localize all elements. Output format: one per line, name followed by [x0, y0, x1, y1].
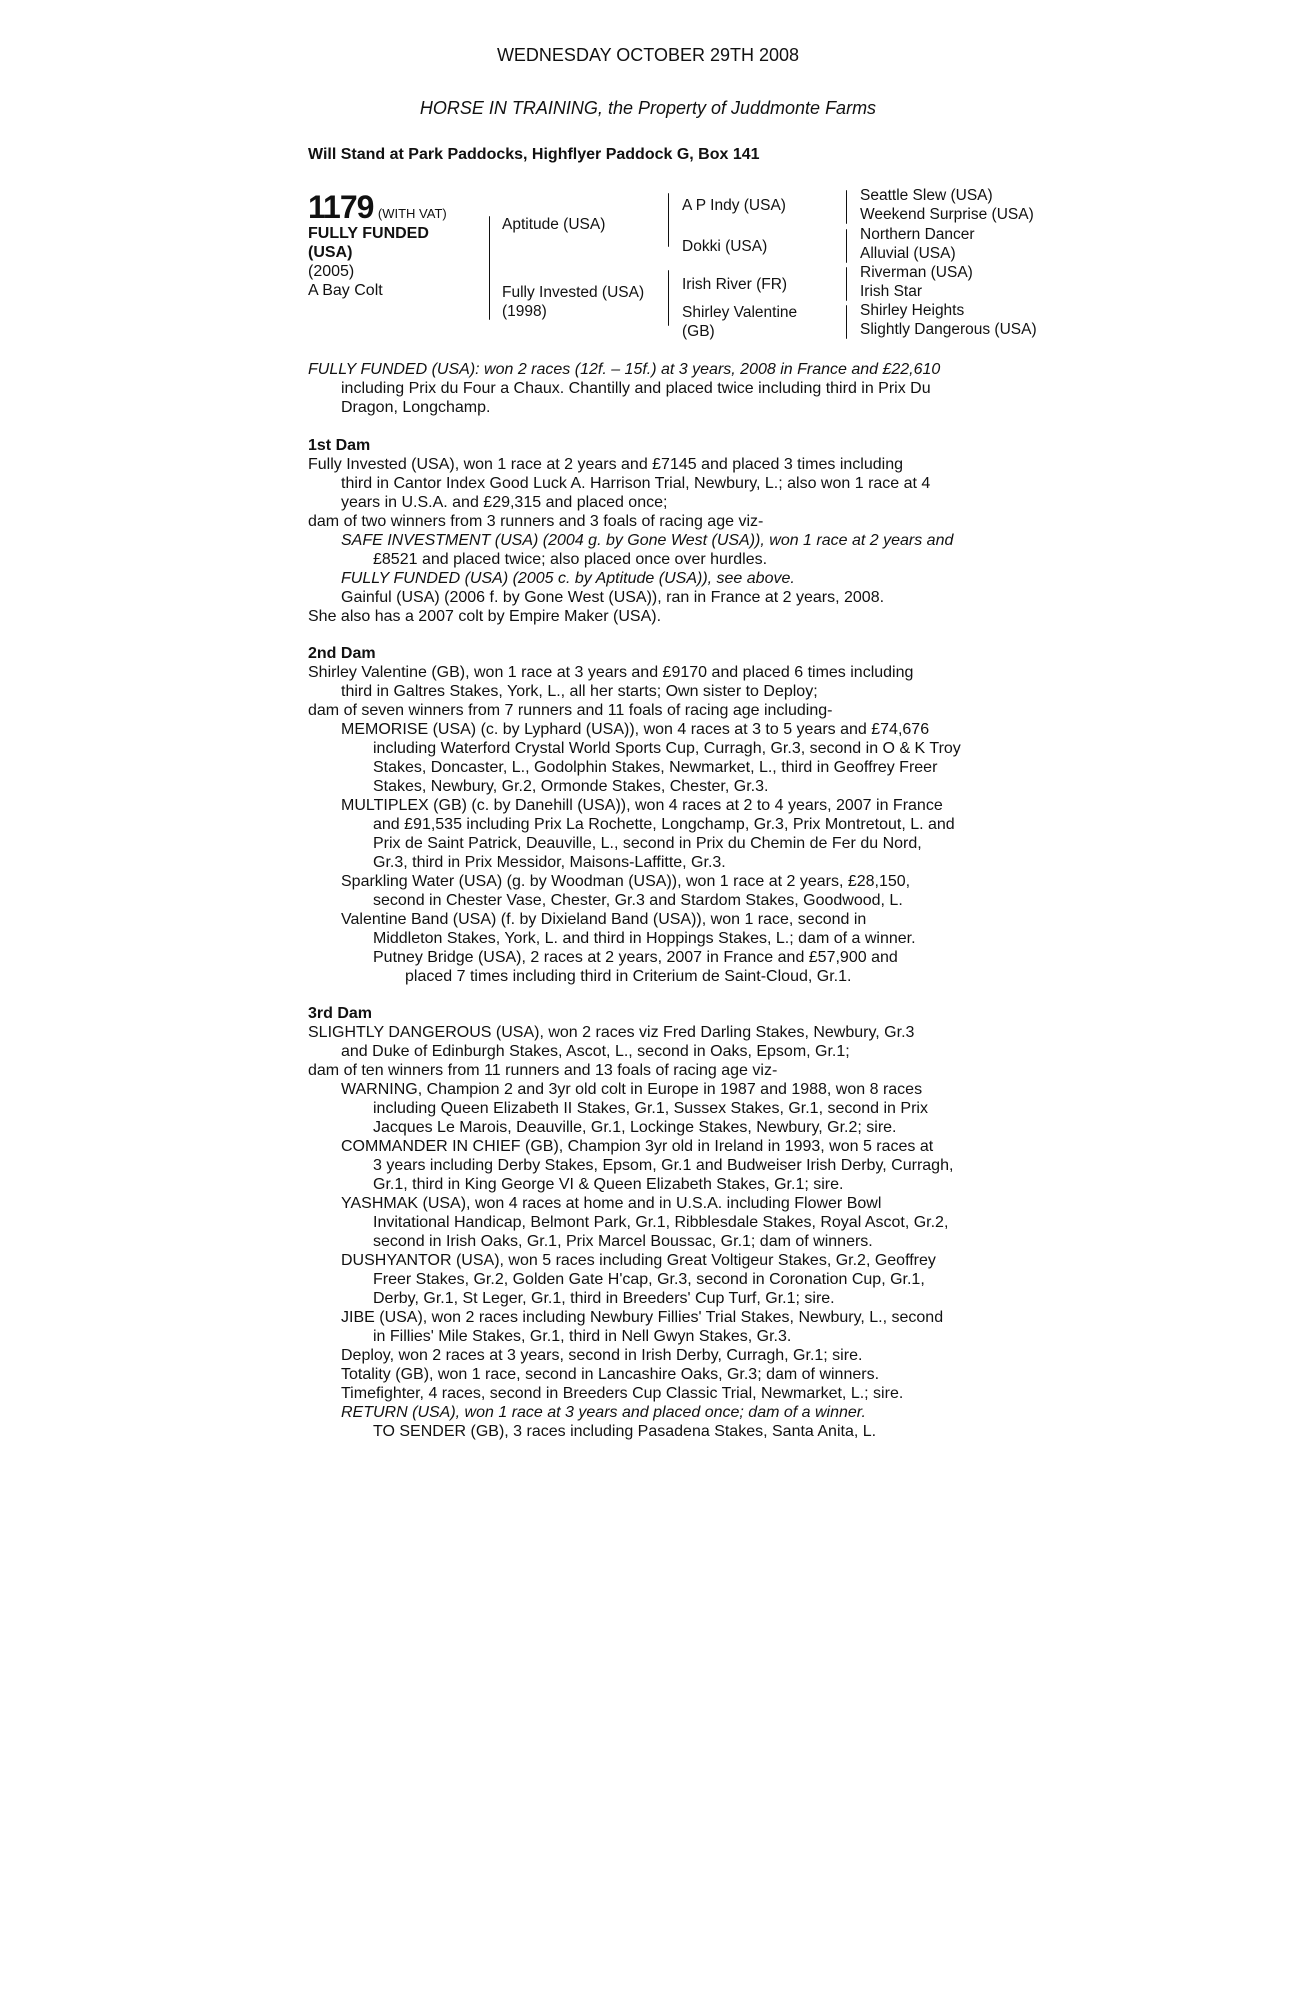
dam-line: MULTIPLEX (GB) (c. by Danehill (USA)), won 4 races at 2 to 4 years, 2007 in France	[341, 797, 943, 814]
dam-line: Freer Stakes, Gr.2, Golden Gate H'cap, Gr.3, second in Coronation Cup, Gr.1,	[373, 1271, 925, 1288]
horse-country: (USA)	[308, 244, 353, 261]
dam-line: third in Cantor Index Good Luck A. Harrison Trial, Newbury, L.; also won 1 race at 4	[341, 475, 931, 492]
foaling-year: (2005)	[308, 263, 355, 280]
section-heading: 1st Dam	[308, 437, 371, 454]
dam-line: including Queen Elizabeth II Stakes, Gr.1, Sussex Stakes, Gr.1, second in Prix	[373, 1100, 928, 1117]
pedigree-g1: Seattle Slew (USA)	[860, 187, 993, 204]
dam-line: SAFE INVESTMENT (USA) (2004 g. by Gone West (USA)), won 1 race at 2 years and	[341, 532, 954, 549]
dam-line: Deploy, won 2 races at 3 years, second in Irish Derby, Curragh, Gr.1; sire.	[341, 1347, 863, 1364]
pedigree-brace	[489, 216, 490, 320]
dam-line: MEMORISE (USA) (c. by Lyphard (USA)), won 4 races at 3 to 5 years and £74,676	[341, 721, 930, 738]
pedigree-g4: Alluvial (USA)	[860, 245, 956, 262]
pedigree-dam-dam: Shirley Valentine	[682, 304, 798, 321]
lot-number: 1179	[308, 189, 374, 225]
section-heading: 3rd Dam	[308, 1005, 373, 1022]
pedigree-brace	[846, 190, 847, 224]
dam-line: Timefighter, 4 races, second in Breeders Cup Classic Trial, Newmarket, L.; sire.	[341, 1385, 904, 1402]
dam-line: Sparkling Water (USA) (g. by Woodman (USA)), won 1 race at 2 years, £28,150,	[341, 873, 911, 890]
pedigree-sire-sire: A P Indy (USA)	[682, 197, 786, 214]
pedigree-g6: Irish Star	[860, 283, 923, 300]
pedigree-brace	[668, 193, 669, 247]
vat-note: (WITH VAT)	[377, 206, 447, 221]
dam-line: third in Galtres Stakes, York, L., all her starts; Own sister to Deploy;	[341, 683, 818, 700]
dam-line: Valentine Band (USA) (f. by Dixieland Band (USA)), won 1 race, second in	[341, 911, 867, 928]
dam-line: second in Irish Oaks, Gr.1, Prix Marcel Boussac, Gr.1; dam of winners.	[373, 1233, 873, 1250]
pedigree-sire: Aptitude (USA)	[502, 216, 606, 233]
dam-line: Stakes, Newbury, Gr.2, Ormonde Stakes, Chester, Gr.3.	[373, 778, 769, 795]
dam-line: DUSHYANTOR (USA), won 5 races including Great Voltigeur Stakes, Gr.2, Geoffrey	[341, 1252, 936, 1269]
dam-line: Jacques Le Marois, Deauville, Gr.1, Lockinge Stakes, Newbury, Gr.2; sire.	[373, 1119, 897, 1136]
dam-line: second in Chester Vase, Chester, Gr.3 and Stardom Stakes, Goodwood, L.	[373, 892, 903, 909]
pedigree-g3: Northern Dancer	[860, 226, 975, 243]
race-summary	[308, 360, 980, 417]
summary-line: FULLY FUNDED (USA): won 2 races (12f. – 15f.) at 3 years, 2008 in France and £22,610	[308, 361, 941, 378]
dam-line: Derby, Gr.1, St Leger, Gr.1, third in Breeders' Cup Turf, Gr.1; sire.	[373, 1290, 835, 1307]
dam-line: including Waterford Crystal World Sports Cup, Curragh, Gr.3, second in O & K Troy	[373, 740, 961, 757]
dam-line: and Duke of Edinburgh Stakes, Ascot, L., second in Oaks, Epsom, Gr.1;	[341, 1043, 850, 1060]
dam-line: Gr.1, third in King George VI & Queen Elizabeth Stakes, Gr.1; sire.	[373, 1176, 844, 1193]
dam-line: Gr.3, third in Prix Messidor, Maisons-Laffitte, Gr.3.	[373, 854, 726, 871]
dam-line: RETURN (USA), won 1 race at 3 years and placed once; dam of a winner.	[341, 1404, 866, 1421]
pedigree-brace	[846, 305, 847, 339]
dam-line: dam of seven winners from 7 runners and 11 foals of racing age including-	[308, 702, 833, 719]
dam-line: Totality (GB), won 1 race, second in Lancashire Oaks, Gr.3; dam of winners.	[341, 1366, 880, 1383]
pedigree-sire-dam: Dokki (USA)	[682, 238, 768, 255]
first-dam-section	[308, 436, 980, 626]
pedigree-g5: Riverman (USA)	[860, 264, 973, 281]
dam-line: dam of two winners from 3 runners and 3 foals of racing age viz-	[308, 513, 764, 530]
dam-line: FULLY FUNDED (USA) (2005 c. by Aptitude (USA)), see above.	[341, 570, 795, 587]
dam-line: in Fillies' Mile Stakes, Gr.1, third in Nell Gwyn Stakes, Gr.3.	[373, 1328, 792, 1345]
pedigree-dam-sire: Irish River (FR)	[682, 276, 788, 293]
dam-line: placed 7 times including third in Criterium de Saint-Cloud, Gr.1.	[405, 968, 852, 985]
summary-line: Dragon, Longchamp.	[341, 399, 491, 416]
dam-line: SLIGHTLY DANGEROUS (USA), won 2 races viz Fred Darling Stakes, Newbury, Gr.3	[308, 1024, 915, 1041]
pedigree-dam-year: (1998)	[502, 303, 547, 320]
pedigree-brace	[668, 270, 669, 326]
summary-line: including Prix du Four a Chaux. Chantilly and placed twice including third in Prix Du	[341, 380, 931, 397]
dam-line: dam of ten winners from 11 runners and 13 foals of racing age viz-	[308, 1062, 778, 1079]
dam-line: Prix de Saint Patrick, Deauville, L., second in Prix du Chemin de Fer du Nord,	[373, 835, 922, 852]
dam-line: Putney Bridge (USA), 2 races at 2 years, 2007 in France and £57,900 and	[373, 949, 898, 966]
dam-line: Shirley Valentine (GB), won 1 race at 3 years and £9170 and placed 6 times including	[308, 664, 914, 681]
dam-line: YASHMAK (USA), won 4 races at home and in U.S.A. including Flower Bowl	[341, 1195, 882, 1212]
dam-line: Stakes, Doncaster, L., Godolphin Stakes, Newmarket, L., third in Geoffrey Freer	[373, 759, 938, 776]
dam-line: Fully Invested (USA), won 1 race at 2 years and £7145 and placed 3 times including	[308, 456, 903, 473]
dam-line: Invitational Handicap, Belmont Park, Gr.1, Ribblesdale Stakes, Royal Ascot, Gr.2,	[373, 1214, 949, 1231]
pedigree-g8: Slightly Dangerous (USA)	[860, 321, 1037, 338]
section-heading: 2nd Dam	[308, 645, 376, 662]
pedigree-g2: Weekend Surprise (USA)	[860, 206, 1034, 223]
third-dam-section	[308, 1004, 980, 1441]
dam-line: She also has a 2007 colt by Empire Maker (USA).	[308, 608, 662, 625]
dam-line: COMMANDER IN CHIEF (GB), Champion 3yr old in Ireland in 1993, won 5 races at	[341, 1138, 934, 1155]
pedigree-dam-dam-country: (GB)	[682, 323, 715, 340]
second-dam-section	[308, 644, 980, 986]
dam-line: £8521 and placed twice; also placed once over hurdles.	[373, 551, 768, 568]
dam-line: years in U.S.A. and £29,315 and placed once;	[341, 494, 668, 511]
pedigree-brace	[846, 267, 847, 301]
dam-line: 3 years including Derby Stakes, Epsom, Gr.1 and Budweiser Irish Derby, Curragh,	[373, 1157, 954, 1174]
dam-line: WARNING, Champion 2 and 3yr old colt in Europe in 1987 and 1988, won 8 races	[341, 1081, 923, 1098]
lot-info	[308, 190, 468, 300]
dam-line: and £91,535 including Prix La Rochette, Longchamp, Gr.3, Prix Montretout, L. and	[373, 816, 955, 833]
pedigree-brace	[846, 229, 847, 263]
stand-location: Will Stand at Park Paddocks, Highflyer Paddock G, Box 141	[308, 146, 760, 163]
dam-line: Middleton Stakes, York, L. and third in Hoppings Stakes, L.; dam of a winner.	[373, 930, 916, 947]
pedigree-dam: Fully Invested (USA)	[502, 284, 645, 301]
lot-subtitle: HORSE IN TRAINING, the Property of Juddmonte Farms	[419, 98, 877, 118]
dam-line: TO SENDER (GB), 3 races including Pasadena Stakes, Santa Anita, L.	[373, 1423, 877, 1440]
dam-line: JIBE (USA), won 2 races including Newbury Fillies' Trial Stakes, Newbury, L., second	[341, 1309, 944, 1326]
horse-name: FULLY FUNDED	[308, 225, 429, 242]
dam-line: Gainful (USA) (2006 f. by Gone West (USA)), ran in France at 2 years, 2008.	[341, 589, 885, 606]
horse-description: A Bay Colt	[308, 282, 383, 299]
sale-date: WEDNESDAY OCTOBER 29TH 2008	[496, 45, 800, 65]
pedigree-g7: Shirley Heights	[860, 302, 965, 319]
